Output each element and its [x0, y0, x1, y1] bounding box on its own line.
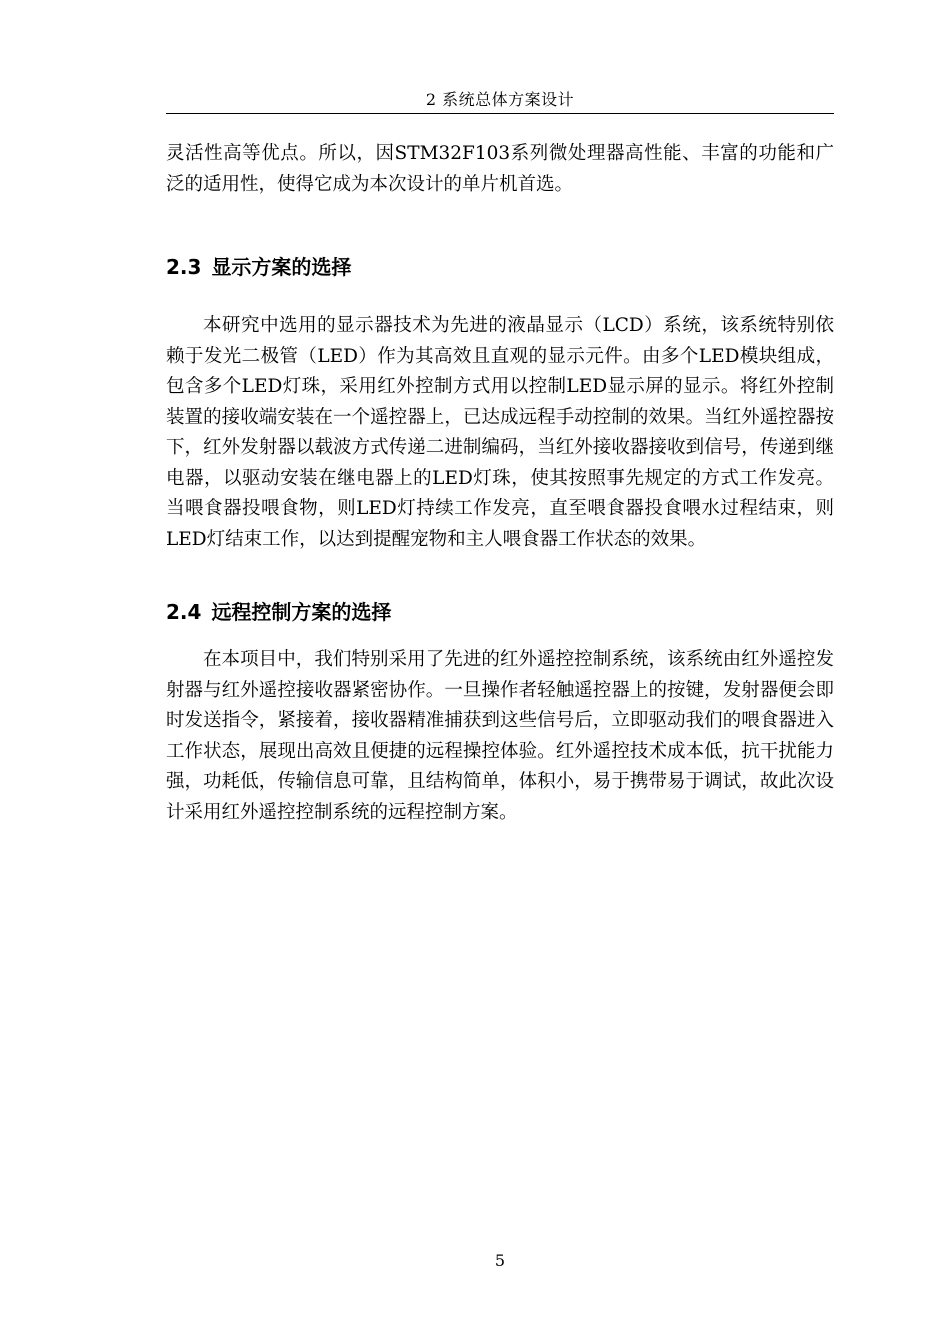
page-number: 5	[494, 1251, 506, 1270]
section-heading-2-3	[166, 253, 834, 281]
paragraph-intro-continuation: 灵活性高等优点。所以，因STM32F103系列微处理器高性能、丰富的功能和广泛的适用性，使得它成为本次设计的单片机首选。	[166, 143, 834, 195]
section-heading-2-4	[166, 598, 834, 626]
paragraph-display-scheme: 本研究中选用的显示器技术为先进的液晶显示（LCD）系统，该系统特别依赖于发光二极管（LED）作为其高效且直观的显示元件。由多个LED模块组成，包含多个LED灯珠，采用红外控制方式用以控制LED显示屏的显示。将红外控制装置的接收端安装在一个遥控器上，已达成远程手动控制的效果。当红外遥控器按下，红外发射器以载波方式传递二进制编码，当红外接收器接收到信号，传递到继电器，以驱动安装在继电器上的LED灯珠，使其按照事先规定的方式工作发亮。当喂食器投喂食物，则LED灯持续工作发亮，直至喂食器投食喂水过程结束，则LED灯结束工作，以达到提醒宠物和主人喂食器工作状态的效果。	[166, 315, 834, 550]
header-rule	[166, 113, 834, 114]
section-title: 显示方案的选择	[211, 255, 352, 279]
running-header: 2 系统总体方案设计	[425, 90, 575, 109]
section-number: 2.3	[166, 255, 202, 279]
section-number: 2.4	[166, 600, 202, 624]
section-title: 远程控制方案的选择	[211, 600, 392, 624]
paragraph-remote-control-scheme: 在本项目中，我们特别采用了先进的红外遥控控制系统，该系统由红外遥控发射器与红外遥控接收器紧密协作。一旦操作者轻触遥控器上的按键，发射器便会即时发送指令，紧接着，接收器精准捕获到这些信号后，立即驱动我们的喂食器进入工作状态，展现出高效且便捷的远程操控体验。红外遥控技术成本低，抗干扰能力强，功耗低，传输信息可靠，且结构简单，体积小，易于携带易于调试，故此次设计采用红外遥控控制系统的远程控制方案。	[166, 649, 834, 823]
